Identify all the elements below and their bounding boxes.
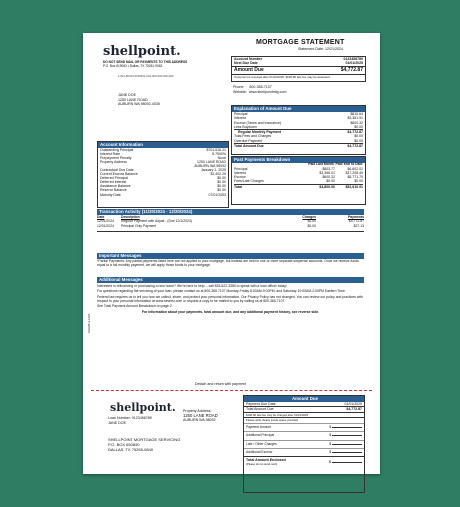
col-payments: Payments <box>347 215 364 219</box>
coupon-line-field[interactable]: $ <box>329 432 362 439</box>
contact-info <box>233 85 286 94</box>
account-row-value: 07/01/2053 <box>208 192 226 197</box>
past-row-label: Total <box>234 184 243 189</box>
additional-section <box>97 277 364 315</box>
account-row-label: Property Address <box>100 160 127 165</box>
coupon-due-date: 01/01/2025 <box>344 402 362 406</box>
website-link[interactable]: www.shellpointmtg.com <box>248 89 287 94</box>
detach-note: Detach and return with payment <box>195 382 246 386</box>
explanation-box <box>231 105 366 155</box>
detach-line <box>91 390 372 391</box>
explanation-row-value: $810.64 <box>350 112 363 116</box>
additional-header: Additional Messages <box>97 277 364 283</box>
transaction-rows <box>97 219 364 227</box>
phone-label: Phone: <box>233 85 245 89</box>
remit-address <box>108 437 180 452</box>
past-row-ytd: $52,610.91 <box>345 184 363 189</box>
account-info-header: Account Information <box>98 142 228 148</box>
remit-line-3: DALLAS, TX 75265-0840 <box>108 447 154 452</box>
coupon-loan-label: Loan Number: <box>108 416 131 420</box>
account-number: 0123456789 <box>343 57 363 61</box>
transactions-section <box>97 209 364 232</box>
statement-date: Statement Date: 12/21/2024 <box>298 47 343 51</box>
coupon-late-note: $190.90 late fee may be charged after 01/16/2025 <box>244 412 364 418</box>
past-row-last-month: $3,366.01 <box>319 171 335 175</box>
account-row-value: $701,616.21 <box>206 148 226 152</box>
coupon-line[interactable] <box>244 431 364 439</box>
coupon-line-label: Late / Other Charges <box>246 441 277 446</box>
additional-p3: Federal law requires us to tell you how we collect, share, and protect your personal information. Our Privacy Policy has not changed. You can review our policy and practices with respect to your personal information at www.newrez.com or request a copy to be mailed to you by calling us at 800-365-7107. <box>97 294 363 303</box>
account-number-label: Account Number <box>234 57 263 61</box>
past-row-label: Interest <box>234 171 246 175</box>
shellpoint-logo: shellpoint. <box>103 44 181 59</box>
remit-line-2: P.O. BOX 650840 <box>108 442 140 447</box>
past-row-label: Fees/Late Charges <box>234 179 264 184</box>
past-payments-header: Past Payments Breakdown <box>232 157 365 163</box>
txn-charges: $0.00 <box>307 223 316 228</box>
mail-address: P.O. Box 619063 • Dallas, TX 75261-9063 <box>103 64 163 68</box>
coupon-line-field[interactable]: $ <box>329 441 362 448</box>
website-label: Website: <box>233 89 247 94</box>
account-row-value: $2,402.29 <box>210 172 226 177</box>
transaction-row <box>97 224 364 228</box>
explanation-row-value: $0.00 <box>354 134 363 139</box>
additional-p5: For information about your payments, total amount due, and any additional payment history, see reverse side. <box>141 310 320 315</box>
coupon-line-label: Additional Principal <box>246 433 275 438</box>
amount-due: $4,772.87 <box>340 66 363 73</box>
coupon-due-label: Payment Due Date <box>246 402 276 406</box>
past-row-last-month: $600.32 <box>322 175 335 180</box>
past-row-label: Escrow <box>234 175 246 180</box>
enclosed-row <box>244 456 364 467</box>
coupon-amount-box <box>243 395 365 493</box>
account-row-label: Current Escrow Balance <box>100 172 138 177</box>
txn-date: 12/01/2024 <box>97 223 114 228</box>
no-mail-notice: DO NOT SEND MAIL OR PAYMENTS TO THIS ADDRESS <box>103 60 188 64</box>
enclosed-label: Total Amount Enclosed <box>246 458 286 463</box>
coupon-line-field[interactable]: $ <box>329 449 362 456</box>
explanation-row-label: Principal <box>234 112 248 116</box>
account-row-value: January 1, 2025 <box>200 168 226 173</box>
explanation-row-label: Less Buydown <box>234 124 257 129</box>
coupon-line-label: Payment Amount <box>246 424 272 429</box>
account-row <box>100 193 226 197</box>
amount-due-label: Amount Due <box>234 66 264 73</box>
explanation-row-value: $600.32 <box>350 120 363 125</box>
remit-line-1: SHELLPOINT MORTGAGE SERVICING <box>108 437 181 442</box>
coupon-loan-number: 0123456789 <box>131 416 152 420</box>
account-row-label: Prepayment Penalty <box>100 156 132 161</box>
account-row-value: None <box>217 156 226 161</box>
coupon-check-note: Please write clearly inside space provided <box>244 417 364 423</box>
account-row-value: $0.00 <box>217 180 226 185</box>
coupon-line[interactable] <box>244 440 364 448</box>
coupon-logo: shellpoint. <box>110 401 176 414</box>
past-payment-row <box>234 179 363 183</box>
account-row-label: Deferred Interest <box>100 180 127 185</box>
borrower-name: JANE DOE <box>118 93 136 97</box>
summary-box <box>231 56 366 82</box>
enclosed-note: (Please do not send cash) <box>246 463 278 466</box>
next-due-label: Next Due Date <box>234 61 258 66</box>
transactions-header: Transaction Activity (11/20/2024 - 12/20/2024) <box>97 209 364 215</box>
past-row-last-month: $4,800.00 <box>319 184 335 189</box>
txn-charges: $0.00 <box>307 219 316 224</box>
explanation-row-value: $4,772.87 <box>347 130 363 135</box>
explanation-row-value: $0.00 <box>354 138 363 143</box>
past-row-last-month: $0.00 <box>326 179 335 184</box>
coupon-line-field[interactable]: $ <box>329 424 362 431</box>
past-row-last-month: $803.77 <box>322 166 335 171</box>
important-text: *Partial Payments: Any partial payments listed here are not applied to your mortgage, but instead are held in one or more separate suspense accounts. Once we receive funds equal to a full monthly payment, we will apply those funds to your mortgage. <box>97 259 359 268</box>
col-description: Description <box>121 215 140 219</box>
account-info-box <box>97 141 229 208</box>
account-row-value: 5.7500% <box>212 152 226 157</box>
explanation-row-value: $0.00 <box>354 124 363 129</box>
explanation-rows <box>232 112 365 148</box>
account-row-label: Contractual Due Date <box>100 168 134 173</box>
past-row-ytd: $37,208.49 <box>345 171 363 175</box>
account-row-label: Deferred Principal <box>100 176 129 181</box>
coupon-property <box>183 409 218 423</box>
past-row-ytd: $0.00 <box>354 179 363 184</box>
coupon-prop-city: AUBURN WA 98092 <box>183 418 216 423</box>
borrower-city: AUBURN WA 98092-4035 <box>118 102 160 107</box>
coupon-line-label: Additional Escrow <box>246 450 273 454</box>
explanation-row-label: Escrow (Taxes and Insurance) <box>234 120 282 125</box>
additional-p1: Interested in refinancing or purchasing a new home? We're here to help -- call 833-622-3380 to speak with a loan officer today! <box>97 284 287 288</box>
explanation-row <box>234 143 363 148</box>
coupon-loan <box>108 416 152 425</box>
explanation-row-value: $4,772.87 <box>347 144 363 149</box>
account-row-label: Interest Rate <box>100 152 121 157</box>
explanation-row-value: $3,361.91 <box>347 116 363 121</box>
barcode-text: 1-811-86434-0000621-001-000-000-000-000 <box>118 74 174 78</box>
account-row-value: $0.00 <box>217 176 226 181</box>
account-row-label: Reserve Balance <box>100 188 127 193</box>
account-row-value: $0.00 <box>217 184 226 189</box>
coupon-line[interactable] <box>244 448 364 456</box>
txn-date: 12/01/2024 <box>97 219 114 224</box>
additional-p2: For questions regarding the servicing of your loan, please contact us at 800-365-7107 Monday-Friday 8:00AM-9:00PM, and Saturday 10:00AM-2:00PM Eastern Time. <box>97 289 346 294</box>
coupon-name: JANE DOE <box>108 420 126 425</box>
paid-ytd-header: Paid Year to Date <box>335 162 363 166</box>
late-fee-note: If payment is received after 01/16/2025, $190.90 late fee may be assessed <box>232 74 365 79</box>
account-row-value: $0.00 <box>217 188 226 193</box>
coupon-total: $4,772.87 <box>346 407 362 412</box>
coupon-prop-label: Property Address: <box>183 409 212 413</box>
explanation-row-label: Interest <box>234 116 246 121</box>
col-charges: Charges <box>302 215 316 219</box>
txn-payments: $27.13 <box>353 223 364 228</box>
coupon-entry-lines <box>244 423 364 457</box>
enclosed-field[interactable]: $ <box>329 459 362 465</box>
past-payments-box <box>231 156 366 205</box>
past-row-ytd: $6,602.02 <box>347 166 363 171</box>
coupon-prop-street: 1250 LANE ROAD <box>183 412 218 418</box>
account-row-label: Assistance Balance <box>100 184 131 189</box>
account-row-label: Maturity Date <box>100 192 121 197</box>
account-row-label: Outstanding Principal <box>100 148 134 152</box>
col-date: Date <box>97 215 105 219</box>
side-code: SHLMS-4-1220 <box>87 313 91 333</box>
explanation-row-label: Total Amount Due <box>234 144 264 149</box>
borrower-address <box>118 93 160 107</box>
txn-desc: Regular Payment with Adjust - (Due 12/1/2024) <box>121 219 192 224</box>
past-row-ytd: $8,771.70 <box>347 175 363 180</box>
coupon-box-header: Amount Due <box>244 396 364 402</box>
important-section <box>97 253 364 268</box>
coupon-line[interactable] <box>244 423 364 431</box>
coupon-total-label: Total Amount Due <box>246 407 274 412</box>
explanation-row-label: Total Fees and Charges <box>234 134 272 139</box>
past-payments-rows <box>232 167 365 189</box>
phone-number: 800-365-7107 <box>249 85 272 89</box>
past-payment-row <box>234 184 363 189</box>
account-row-value: AUBURN WA 98092 <box>194 164 226 169</box>
statement-page <box>83 33 380 474</box>
explanation-header: Explanation of Amount Due <box>232 106 365 112</box>
next-due-date: 01/01/2025 <box>345 61 363 66</box>
txn-payments: $4,772.87 <box>348 219 364 224</box>
account-row-value: 1250 LANE ROAD <box>197 160 226 165</box>
past-row-label: Principal <box>234 166 248 171</box>
statement-title: MORTGAGE STATEMENT <box>256 39 345 46</box>
txn-desc: Principal Only Payment <box>121 223 157 228</box>
explanation-row-label: Regular Monthly Payment <box>238 130 281 135</box>
explanation-row-label: Overdue Payment <box>234 138 263 143</box>
account-info-rows <box>98 148 228 197</box>
paid-last-month-header: Paid Last Month <box>308 162 334 166</box>
borrower-street: 1250 LANE ROAD <box>118 97 148 102</box>
additional-p4: See Total Payment Amount Breakdown on page 2. <box>97 304 173 309</box>
important-header: Important Messages <box>97 253 364 259</box>
